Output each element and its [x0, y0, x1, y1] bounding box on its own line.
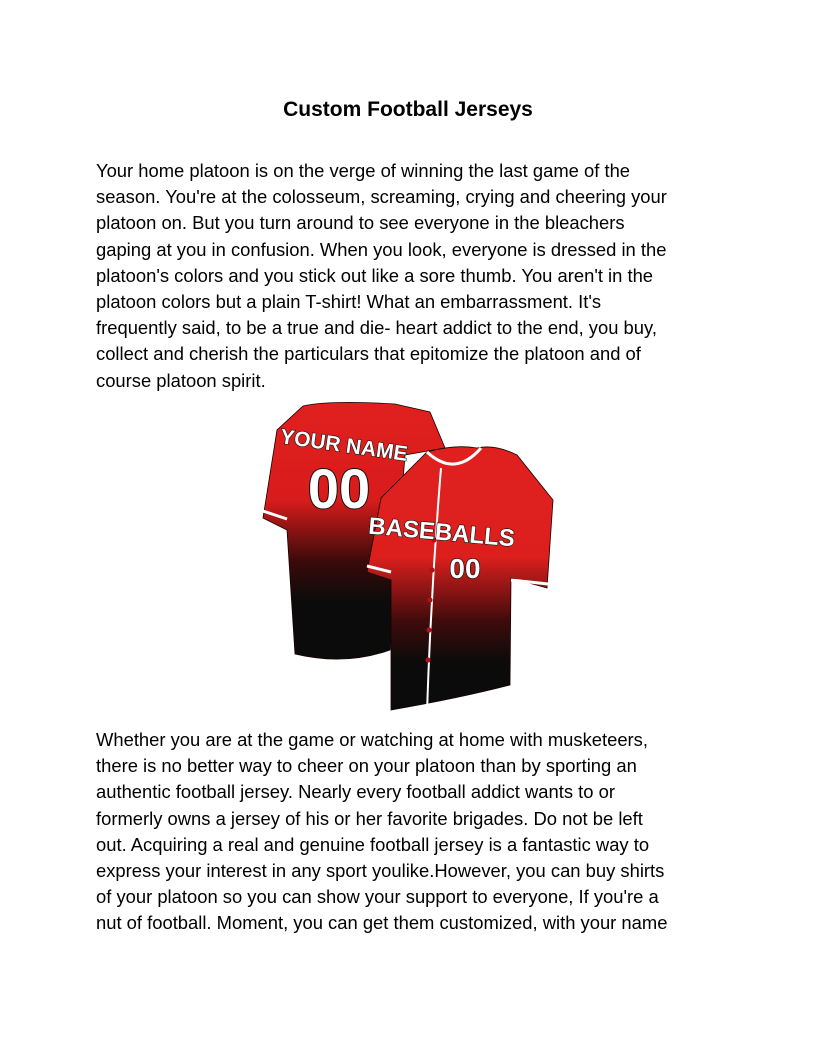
- document-title: Custom Football Jerseys: [283, 98, 533, 121]
- paragraph-line: authentic football jersey. Nearly every football addict wants to or: [96, 781, 615, 803]
- jersey-button: [425, 657, 430, 662]
- jersey-button: [429, 567, 434, 572]
- paragraph-line: course platoon spirit.: [96, 369, 266, 391]
- front-jersey-wordmark: BASEBALLS: [367, 512, 516, 553]
- paragraph-line: nut of football. Moment, you can get them customized, with your name: [96, 912, 668, 934]
- paragraph-intro: [96, 158, 720, 394]
- front-jersey-number: 00: [449, 553, 481, 584]
- paragraph-body: [96, 727, 720, 937]
- jersey-button: [427, 597, 432, 602]
- paragraph-line: collect and cherish the particulars that epitomize the platoon and of: [96, 343, 641, 365]
- paragraph-line: Your home platoon is on the verge of winning the last game of the: [96, 160, 631, 181]
- back-jersey-name: YOUR NAME: [278, 425, 410, 466]
- front-jersey: [367, 447, 553, 712]
- back-jersey-number: 00: [307, 457, 371, 520]
- paragraph-line: platoon on. But you turn around to see everyone in the bleachers: [96, 212, 625, 234]
- paragraph-line: frequently said, to be a true and die- heart addict to the end, you buy,: [96, 317, 657, 339]
- jersey-product-image: [255, 400, 560, 722]
- paragraph-line: express your interest in any sport youlike.However, you can buy shirts: [96, 860, 665, 882]
- paragraph-line: platoon's colors and you stick out like a sore thumb. You aren't in the: [96, 264, 654, 286]
- paragraph-line: formerly owns a jersey of his or her favorite brigades. Do not be left: [96, 807, 643, 829]
- jersey-button: [426, 627, 431, 632]
- paragraph-line: out. Acquiring a real and genuine football jersey is a fantastic way to: [96, 833, 650, 855]
- paragraph-line: there is no better way to cheer on your platoon than by sporting an: [96, 755, 637, 777]
- paragraph-line: season. You're at the colosseum, screaming, crying and cheering your: [96, 186, 667, 208]
- paragraph-line: Whether you are at the game or watching at home with musketeers,: [96, 729, 648, 750]
- paragraph-line: of your platoon so you can show your support to everyone, If you're a: [96, 886, 659, 908]
- jersey-illustration: [255, 400, 560, 722]
- paragraph-line: gaping at you in confusion. When you look, everyone is dressed in the: [96, 238, 667, 260]
- paragraph-line: platoon colors but a plain T-shirt! What an embarrassment. It's: [96, 291, 602, 313]
